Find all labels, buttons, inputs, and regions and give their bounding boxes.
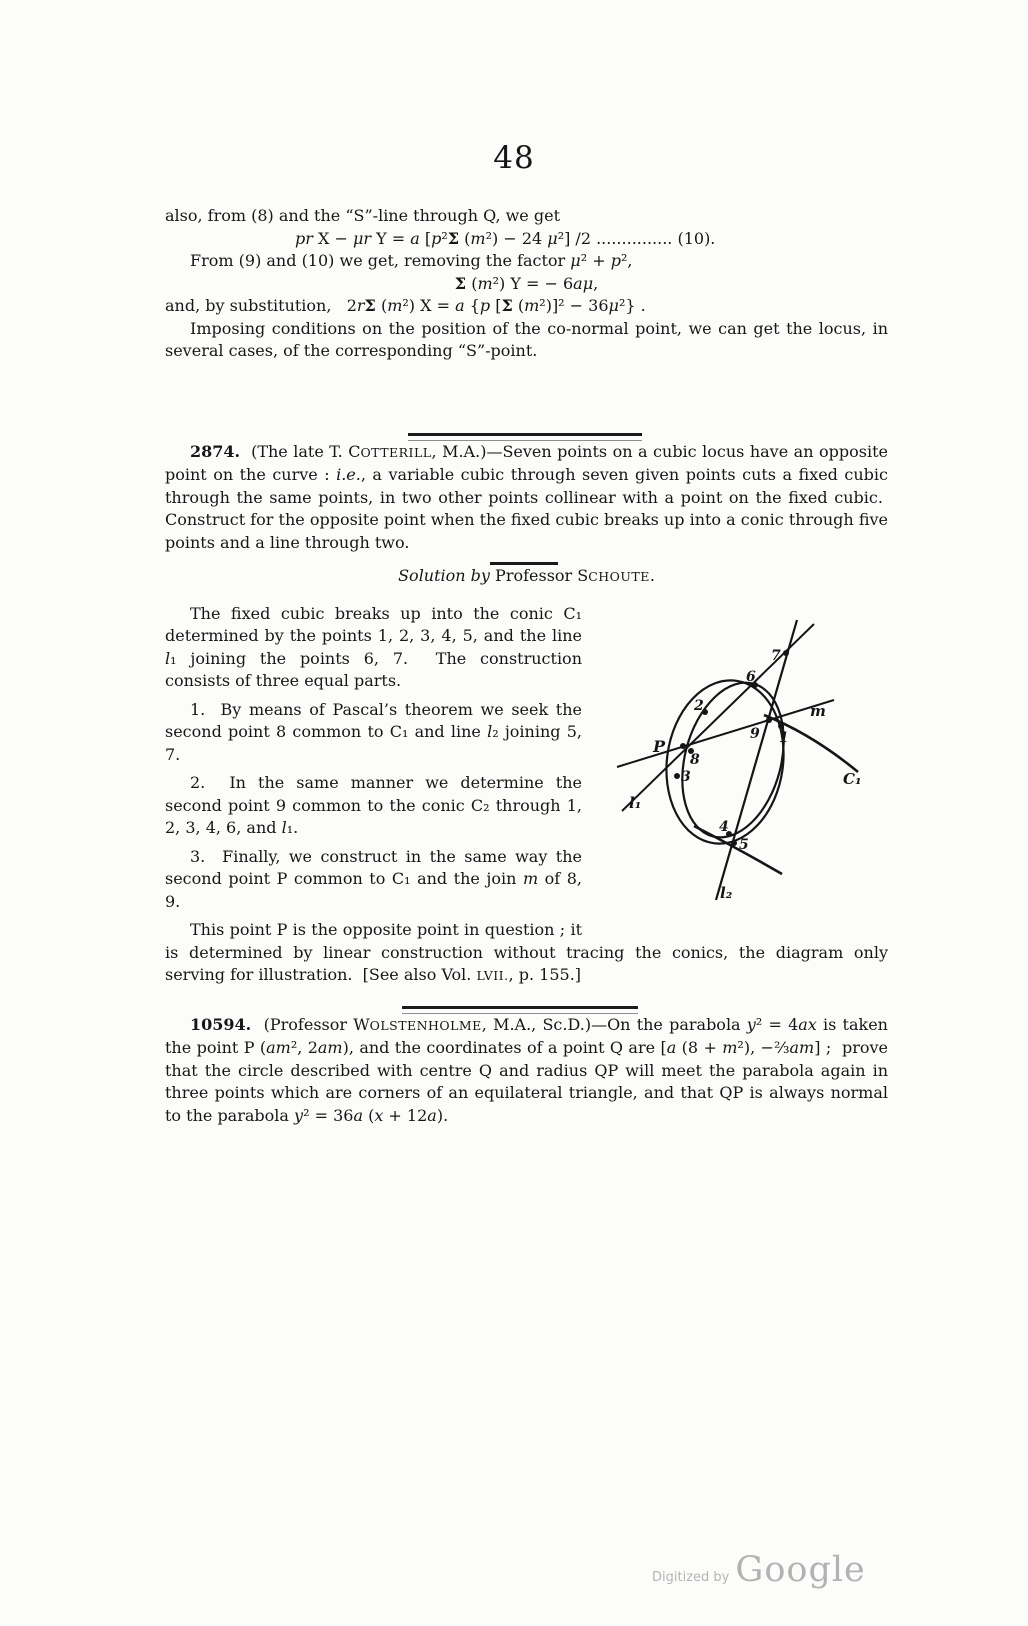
label-C1: C₁ — [843, 769, 862, 788]
label-3: 3 — [681, 768, 691, 785]
label-2: 2 — [694, 697, 704, 714]
equation-10: pr X − μr Y = a [p²Σ (m²) − 24 μ²] /2 ............... (10). — [295, 228, 716, 248]
intro-line: also, from (8) and the “S”-line through Q, we get — [165, 206, 560, 225]
solution-paragraph-3: 2. In the same manner we determine the second point 9 common to the conic C₂ through 1, 2, 3, 4, 6, and l₁. — [165, 773, 582, 837]
solution-paragraph-5: This point P is the opposite point in question ; it is determined by linear construction without tracing the conics, the diagram only serving for illustration. [See also Vol. LVII., p. 155.] — [165, 920, 888, 984]
label-5: 5 — [739, 836, 749, 853]
point-9-dot — [766, 717, 772, 723]
label-1: 1 — [779, 729, 789, 746]
geometry-figure — [588, 603, 888, 935]
label-l1: l₁ — [629, 793, 642, 812]
point-3-dot — [674, 773, 680, 779]
imposing-paragraph: Imposing conditions on the position of the co-normal point, we can get the locus, in several cases, of the corresponding “S”-point. — [165, 318, 888, 360]
label-P: P — [653, 736, 666, 756]
conic-diagram — [588, 603, 888, 935]
problem-2874: 2874. (The late T. COTTERILL, M.A.)—Seven points on a cubic locus have an opposite point on the curve : i.e., a variable cubic through seven given points cuts a fixed cubic through the same points, in two other points collinear with a point on the fixed cubic. Construct for the opposite point when the fixed cubic breaks up into a conic through five points and a line through two. — [165, 441, 888, 552]
page-content — [165, 205, 888, 1127]
google-logo: Google — [735, 1550, 866, 1590]
section-divider — [408, 433, 642, 441]
label-8: 8 — [690, 751, 700, 768]
from-line: From (9) and (10) we get, removing the factor μ² + p², — [190, 251, 633, 270]
label-9: 9 — [750, 725, 760, 742]
equation-substitution: and, by substitution, 2rΣ (m²) X = a {p [Σ (m²)]² − 36μ²} . — [165, 296, 646, 315]
page-number: 48 — [493, 140, 535, 176]
label-6: 6 — [746, 668, 756, 685]
point-P-dot — [680, 743, 686, 749]
problem-10594: 10594. (Professor WOLSTENHOLME, M.A., Sc.D.)—On the parabola y² = 4ax is taken the point P (am², 2am), and the coordinates of a point Q are [a (8 + m²), −⅔am] ; prove that the circle described with centre Q and radius QP will meet the parabola again in three points which are corners of an equilateral triangle, and that QP is always normal to the parabola y² = 36a (x + 12a). — [165, 1014, 889, 1125]
solution-paragraph-1: The fixed cubic breaks up into the conic C₁ determined by the points 1, 2, 3, 4, 5, and the line l₁ joining the points 6, 7. The construction consists of three equal parts. — [165, 603, 582, 690]
solution-heading: Solution by Professor SCHOUTE. — [398, 566, 655, 585]
digitized-by-text: Digitized by — [652, 1570, 730, 1585]
section-divider-2 — [402, 1006, 638, 1014]
solution-paragraph-4: 3. Finally, we construct in the same way the second point P common to C₁ and the join m of 8, 9. — [165, 846, 582, 911]
equation-sigma: Σ (m²) Y = − 6aμ, — [454, 273, 599, 293]
label-4: 4 — [719, 818, 729, 835]
conic-inner-ellipse — [666, 668, 800, 848]
solution-paragraph-2: 1. By means of Pascal’s theorem we seek the second point 8 common to C₁ and line l₂ joining 5, 7. — [165, 699, 582, 764]
label-m: m — [810, 701, 826, 720]
line-l2 — [716, 620, 797, 900]
point-5-dot — [731, 840, 737, 846]
digitization-watermark — [652, 1550, 866, 1590]
label-7: 7 — [771, 647, 781, 664]
solution-section — [165, 603, 888, 988]
point-7-dot — [783, 650, 789, 656]
point-1-dot — [778, 723, 784, 729]
label-l2: l₂ — [720, 883, 733, 902]
